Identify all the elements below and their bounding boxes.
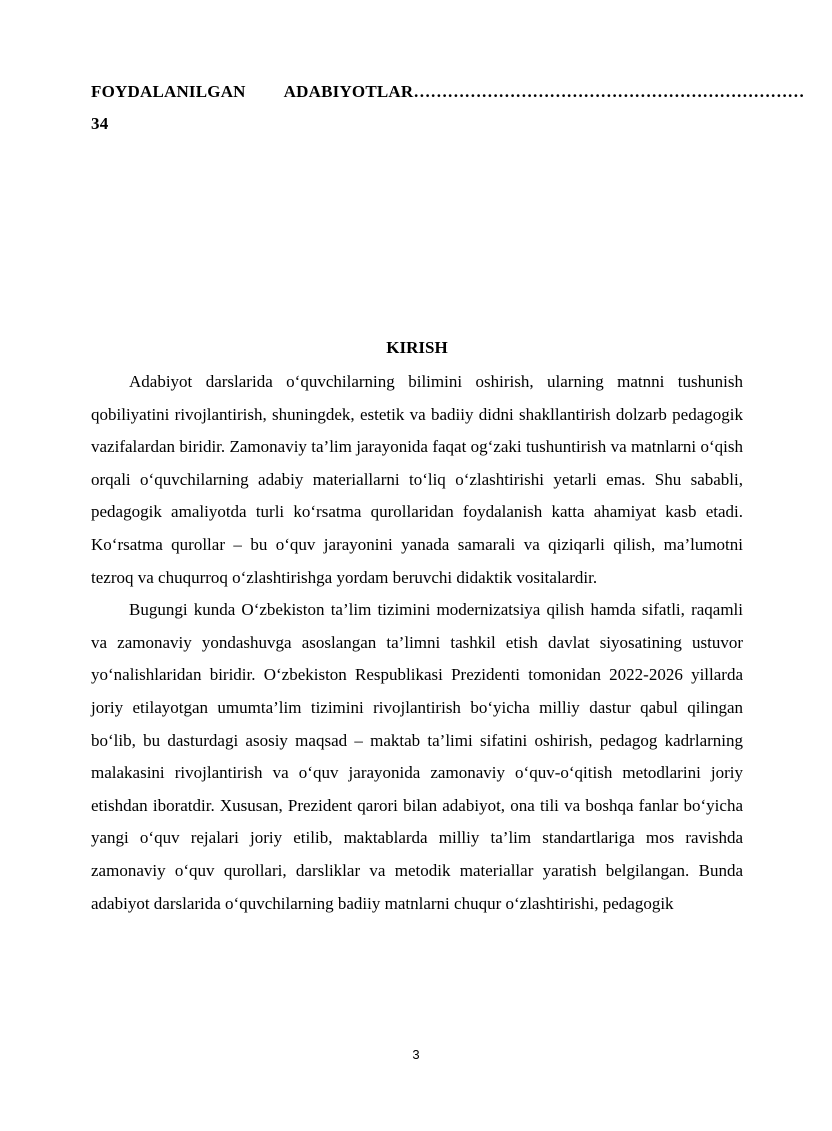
toc-leader-dots: ……………………………………………………………	[413, 82, 805, 101]
paragraph-2: Bugungi kunda O‘zbekiston ta’lim tizimini modernizatsiya qilish hamda sifatli, raqamli va zamonaviy yondashuvga asoslangan ta’limni tashkil etish davlat siyosatining ustuvor yo‘nalishlaridan biridir. O‘zbekiston Respublikasi Prezidenti tomonidan 2022-2026 yillarda joriy etilayotgan umumta’lim tizimini rivojlantirish bo‘yicha milliy dastur qabul qilingan bo‘lib, bu dasturdagi asosiy maqsad – maktab ta’limi sifatini oshirish, pedagog kadrlarning malakasini rivojlantirish va o‘quv jarayonida zamonaviy o‘quv-o‘qitish metodlarini joriy etishdan iboratdir. Xususan, Prezident qarori bilan adabiyot, ona tili va boshqa fanlar bo‘yicha yangi o‘quv rejalari joriy etilib, maktablarda milliy ta’lim standartlariga mos ravishda zamonaviy o‘quv qurollari, darsliklar va metodik materiallar yaratish belgilangan. Bunda adabiyot darslarida o‘quvchilarning badiiy matnlarni chuqur o‘zlashtirishi, pedagogik	[91, 600, 743, 913]
section-title: KIRISH	[386, 338, 448, 357]
toc-entry-references[interactable]	[91, 76, 805, 140]
toc-entry-page-number: 34	[91, 114, 109, 133]
toc-entry-line	[91, 76, 805, 108]
paragraph-1: Adabiyot darslarida o‘quvchilarning bilimini oshirish, ularning matnni tushunish qobiliyatini rivojlantirish, shuningdek, estetik va badiiy didni shakllantirish dolzarb pedagogik vazifalardan biridir. Zamonaviy ta’lim jarayonida faqat og‘zaki tushuntirish va matnlarni o‘qish orqali o‘quvchilarning adabiy materiallarni to‘liq o‘zlashtirishi yetarli emas. Shu sababli, pedagogik amaliyotda turli ko‘rsatma qurollaridan foydalanish katta ahamiyat kasb etadi. Ko‘rsatma qurollar – bu o‘quv jarayonini yanada samarali va qiziqarli qilish, ma’lumotni tezroq va chuqurroq o‘zlashtirishga yordam beruvchi didaktik vositalardir.	[91, 372, 743, 587]
toc-entry-title-word-1: FOYDALANILGAN	[91, 82, 246, 101]
body-text	[91, 366, 743, 920]
page-number: 3	[412, 1047, 420, 1062]
toc-entry-title-word-2: ADABIYOTLAR	[283, 82, 414, 101]
